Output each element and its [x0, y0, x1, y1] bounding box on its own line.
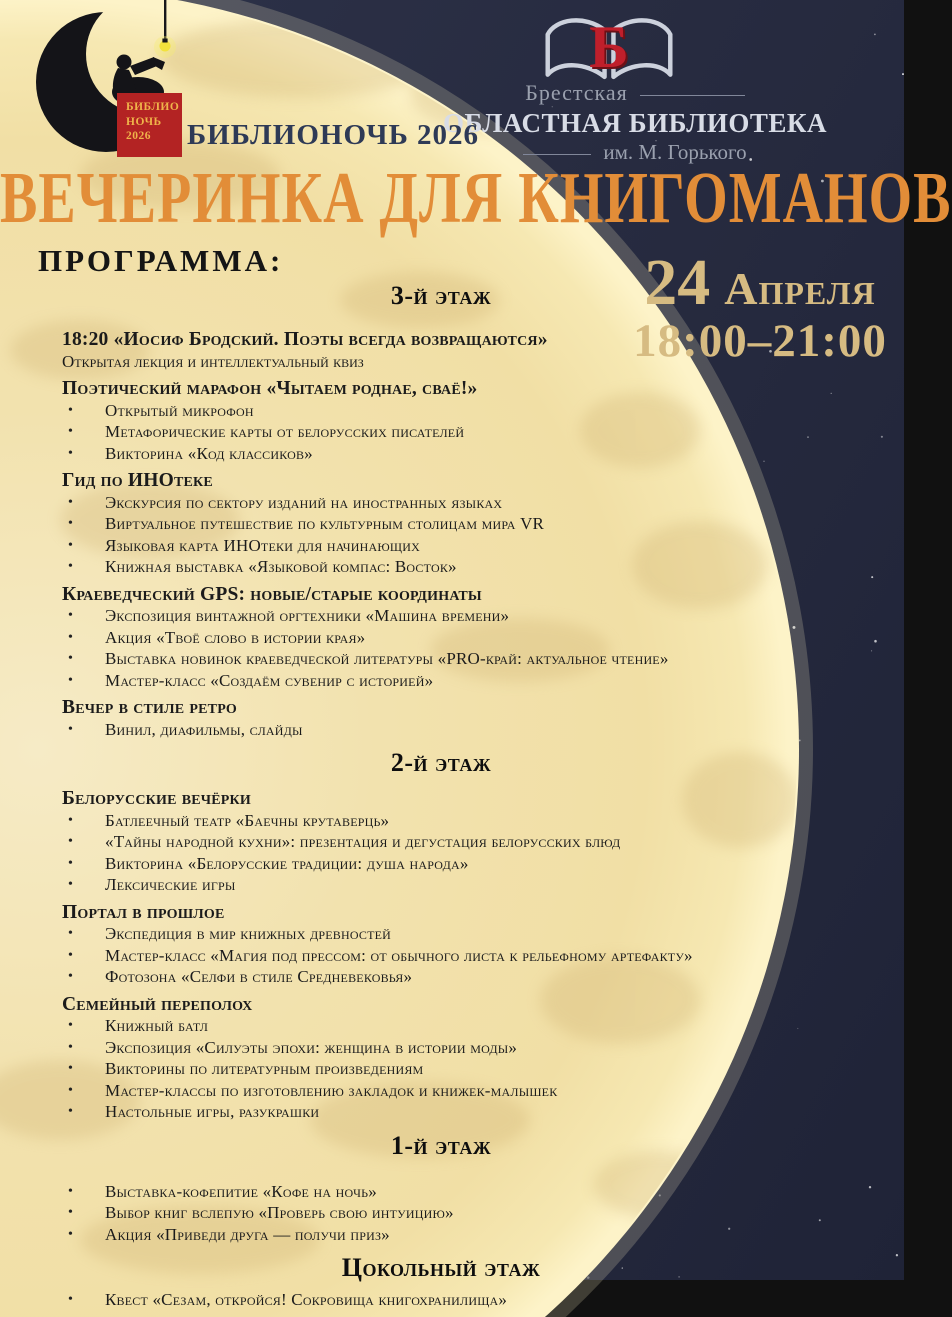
program-item-list: [62, 400, 882, 465]
program-block: [62, 902, 882, 988]
biblionight-badge: [117, 93, 182, 157]
program-item: • Мастер-классы по изготовлению закладок и книжек-малышек: [62, 1080, 882, 1102]
badge-line: 2026: [126, 130, 151, 143]
program-item: • Настольные игры, разукрашки: [62, 1101, 882, 1123]
program-item-list: [62, 719, 882, 741]
library-initial: Б: [589, 14, 629, 80]
program-item-list: [62, 1289, 882, 1311]
program-item: • Выставка-кофепитие «Кофе на ночь»: [62, 1181, 882, 1203]
program-item: • Книжная выставка «Языковой компас: Восток»: [62, 556, 882, 578]
program-block-title: 18:20 «Иосиф Бродский. Поэты всегда возвращаются»: [62, 329, 548, 350]
program-sections: [0, 279, 882, 1317]
library-logo: [440, 10, 830, 165]
program-item: • Фотозона «Селфи в стиле Средневековья»: [62, 966, 882, 988]
program-item-list: [62, 492, 882, 578]
program-item-list: [62, 1015, 882, 1123]
badge-line: НОЧЬ: [126, 115, 162, 128]
program-item: • Акция «Твоё слово в истории края»: [62, 627, 882, 649]
program-item: • Викторина «Белорусские традиции: душа народа»: [62, 853, 882, 875]
program-block: [62, 1289, 882, 1311]
program-block-title: Поэтический марафон «Чытаем роднае, сваё!»: [62, 378, 478, 399]
program-block: [62, 470, 882, 578]
program-block-title: Белорусские вечёрки: [62, 788, 251, 809]
program-item: • Экскурсия по сектору изданий на иностранных языках: [62, 492, 882, 514]
program-item: • Виртуальное путешествие по культурным столицам мира VR: [62, 513, 882, 535]
event-date-month: Апреля: [724, 263, 876, 314]
program-item: • Метафорические карты от белорусских писателей: [62, 421, 882, 443]
floor-heading: Цокольный этаж: [341, 1253, 541, 1282]
program-item: • Лексические игры: [62, 874, 882, 896]
program-block: [62, 329, 882, 372]
program-block: [62, 584, 882, 692]
program-item: • Выставка новинок краеведческой литературы «PRO-край: актуальное чтение»: [62, 648, 882, 670]
program-item-list: [62, 605, 882, 691]
program-item: • Экспозиция винтажной оргтехники «Машина времени»: [62, 605, 882, 627]
lamp-cord: [164, 0, 166, 40]
program-item: • Викторины по литературным произведениям: [62, 1058, 882, 1080]
program-item: • Мастер-класс «Создаём сувенир с историей»: [62, 670, 882, 692]
event-date-day: 24: [644, 246, 711, 319]
open-book-icon: [529, 10, 689, 88]
program-block-subtitle: Открытая лекция и интеллектуальный квиз: [62, 351, 364, 371]
program-item: • Батлеечный театр «Баечны крутаверць»: [62, 810, 882, 832]
event-title: ВЕЧЕРИНКА ДЛЯ КНИГОМАНОВ: [0, 158, 952, 239]
floor-heading: 3-й этаж: [390, 281, 492, 310]
program-block: [62, 788, 882, 896]
library-named-after: им. М. Горького: [440, 140, 830, 165]
event-time-range: 18:00–21:00: [633, 315, 887, 367]
program-block: [62, 994, 882, 1123]
program-item: • Экспедиция в мир книжных древностей: [62, 923, 882, 945]
program-item: • Викторина «Код классиков»: [62, 443, 882, 465]
library-region: Брестская: [440, 80, 830, 106]
program-label: ПРОГРАММА:: [38, 243, 284, 278]
program-item: • Выбор книг вслепую «Проверь свою интуицию»: [62, 1202, 882, 1224]
program-block-title: Краеведческий GPS: новые/старые координаты: [62, 583, 482, 605]
program-item: • Квест «Сезам, откройся! Сокровища книгохранилища»: [62, 1289, 882, 1311]
program-item: • «Тайны народной кухни»: презентация и дегустация белорусских блюд: [62, 831, 882, 853]
program-item: • Языковая карта ИНОтеки для начинающих: [62, 535, 882, 557]
program-item: • Открытый микрофон: [62, 400, 882, 422]
program-block-title: Вечер в стиле ретро: [62, 697, 237, 718]
program-item: • Винил, диафильмы, слайды: [62, 719, 882, 741]
program-item-list: [62, 810, 882, 896]
program-block: [62, 1181, 882, 1246]
program-item: • Мастер-класс «Магия под прессом: от обычного листа к рельефному артефакту»: [62, 945, 882, 967]
program-item-list: [62, 1181, 882, 1246]
event-kicker: БИБЛИОНОЧЬ 2026: [187, 119, 480, 151]
program-block: [62, 697, 882, 740]
program-item: • Книжный батл: [62, 1015, 882, 1037]
program-item: • Акция «Приведи друга — получи приз»: [62, 1224, 882, 1246]
floor-heading: 1-й этаж: [390, 1130, 492, 1160]
program-item-list: [62, 923, 882, 988]
program-block-title: Семейный переполох: [62, 993, 253, 1015]
program-block-title: Портал в прошлое: [62, 901, 225, 923]
library-name: ОБЛАСТНАЯ БИБЛИОТЕКА: [443, 108, 827, 138]
program-block: [62, 378, 882, 464]
program-item: • Экспозиция «Силуэты эпохи: женщина в истории моды»: [62, 1037, 882, 1059]
floor-heading: 2-й этаж: [390, 748, 492, 777]
program-block-title: Гид по ИНОтеке: [62, 470, 213, 491]
badge-line: БИБЛИО: [126, 101, 180, 113]
